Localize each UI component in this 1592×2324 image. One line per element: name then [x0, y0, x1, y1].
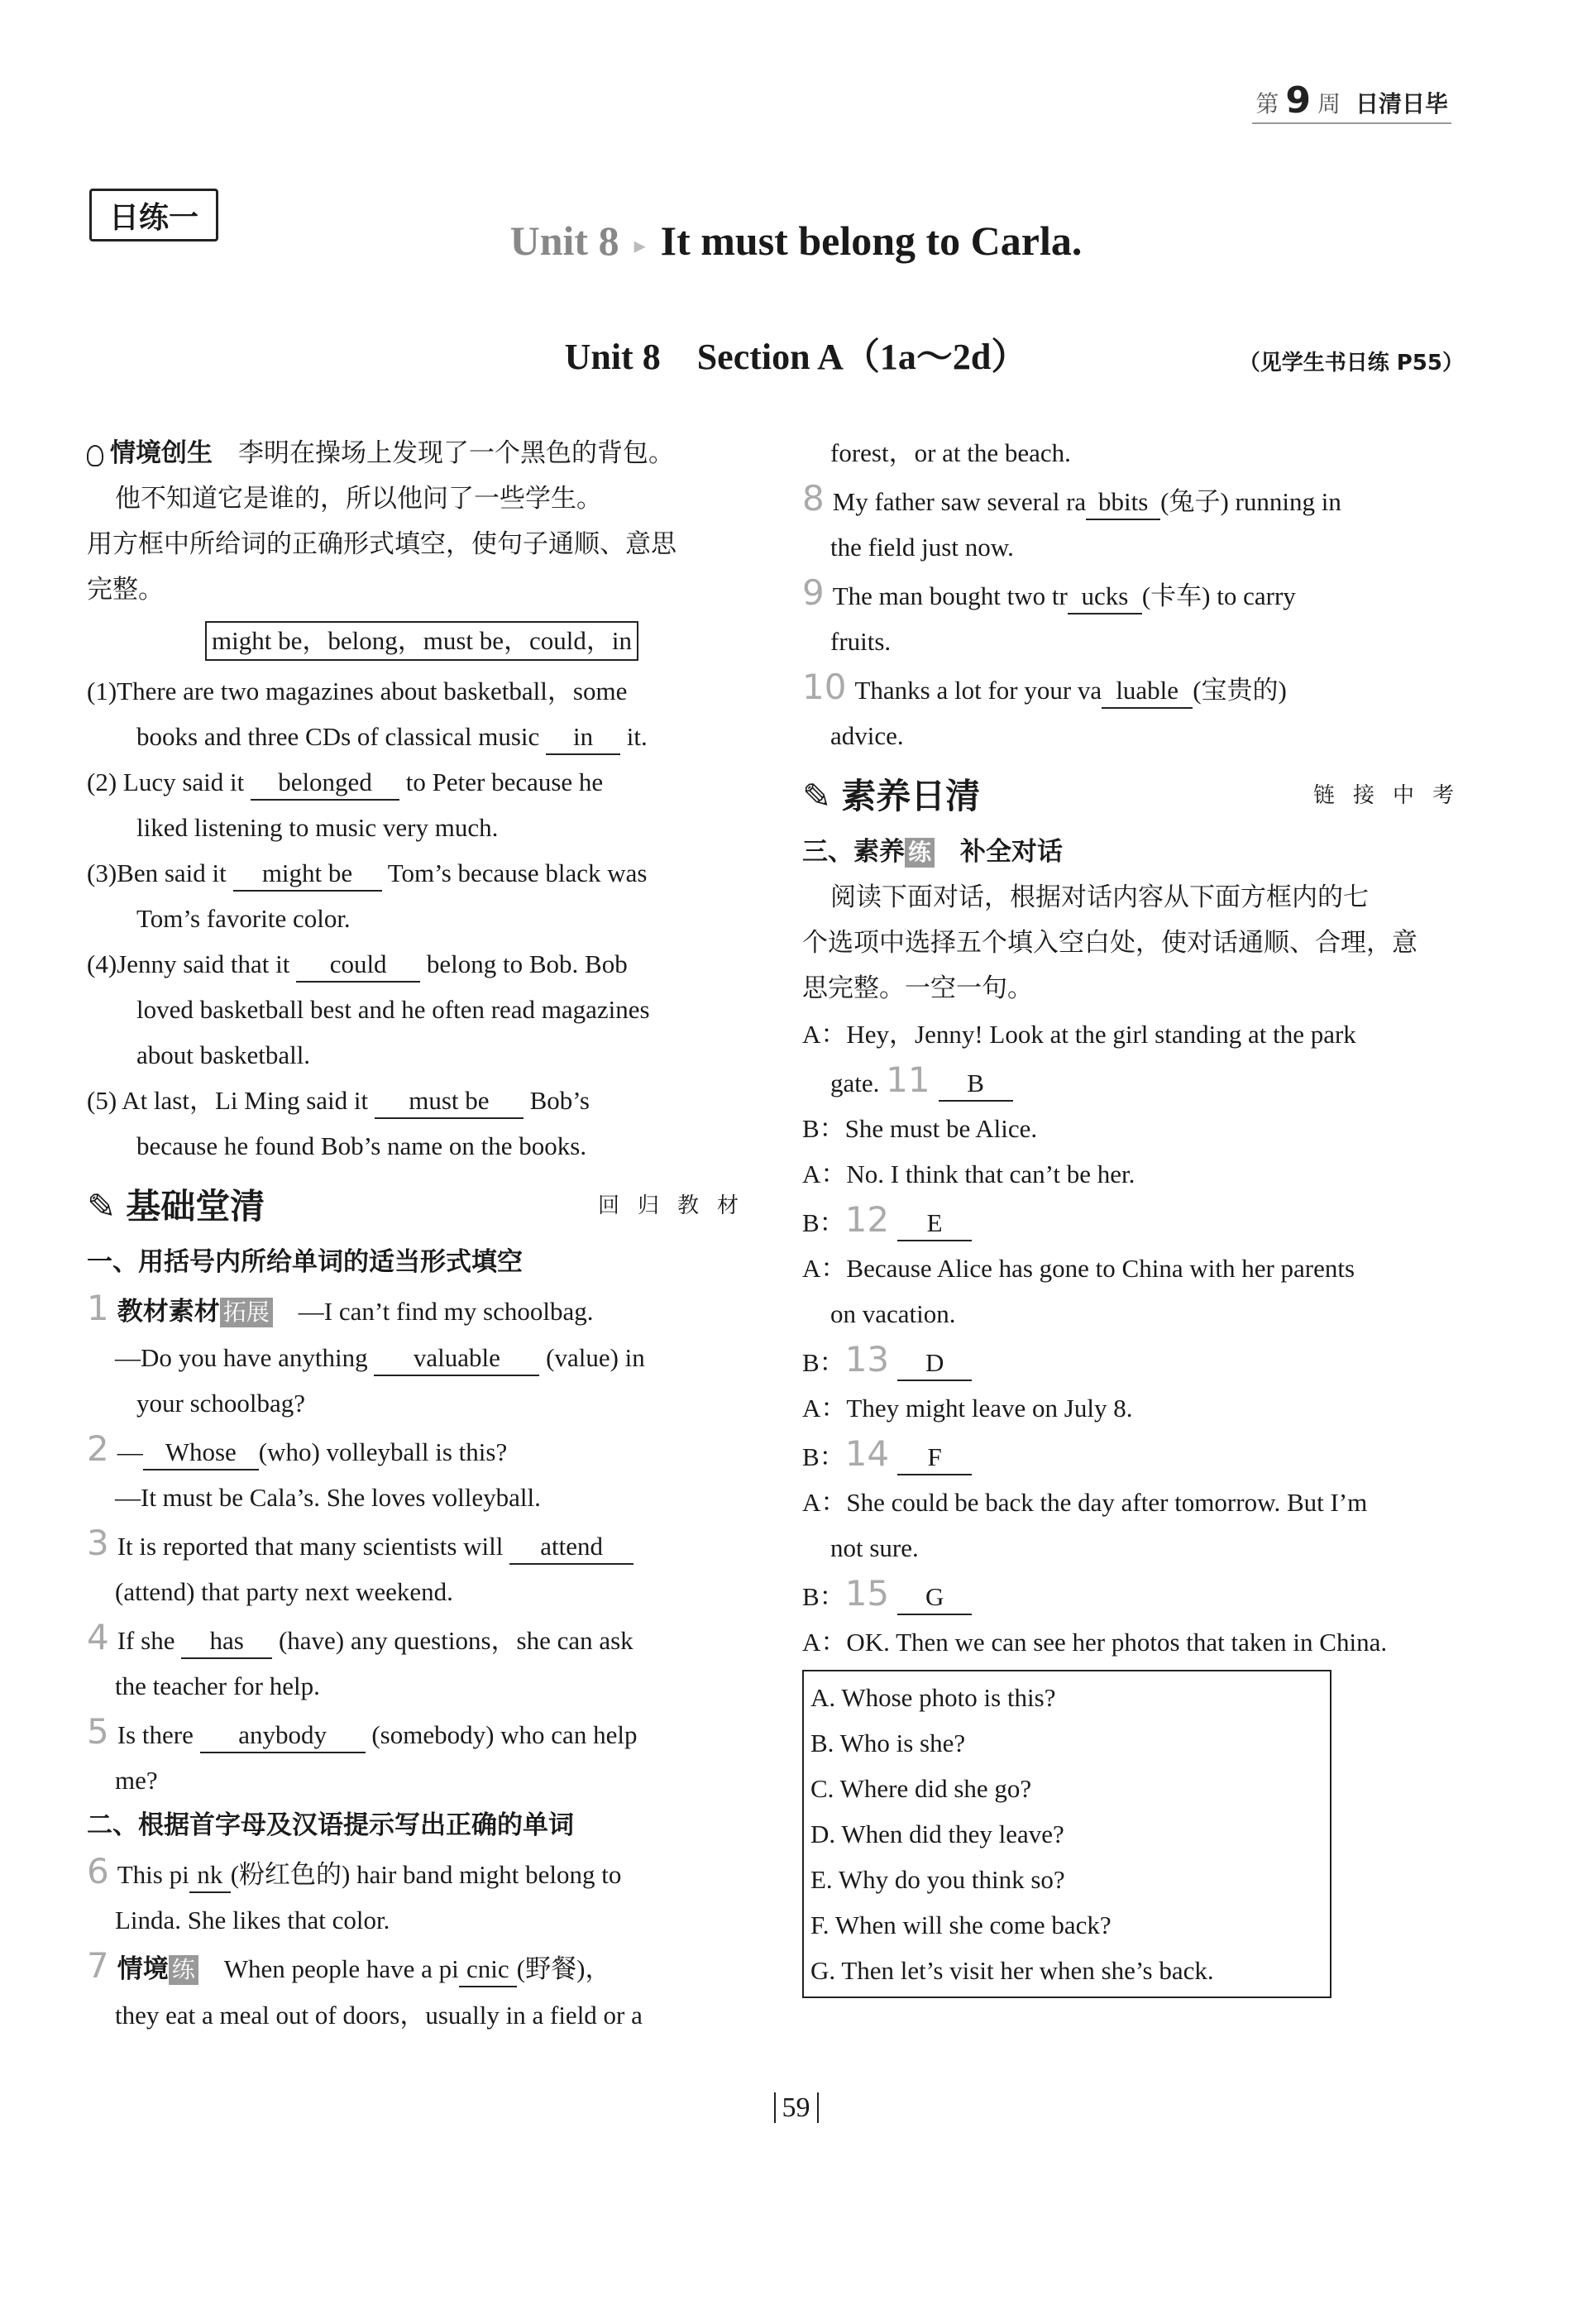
option-item: G. Then let’s visit her when she’s back. — [810, 1956, 1214, 1985]
dialogue-line: B：13 D — [802, 1337, 1472, 1385]
part-heading: 一、用括号内所给单词的适当形式填空 — [87, 1247, 523, 1277]
reference-note: （见学生书日练 P55） — [1238, 351, 1464, 375]
pen-icon: ✎ — [802, 775, 832, 816]
page-title — [0, 217, 1592, 265]
basic-section-title: 基础堂清 — [126, 1185, 265, 1227]
answer-blank: valuable — [374, 1341, 539, 1376]
bulb-icon — [87, 445, 103, 466]
instruction-text: 用方框中所给词的正确形式填空，使句子通顺、意思 — [87, 529, 676, 559]
situation-item-1: (1)There are two magazines about basketball，some — [87, 677, 628, 705]
week-header — [1252, 79, 1451, 124]
answer-blank: nk — [189, 1858, 231, 1893]
chip-label: 练 — [169, 1955, 198, 1985]
instruction-text: 个选项中选择五个填入空白处，使对话通顺、合理，意 — [802, 928, 1418, 958]
chip-label: 练 — [905, 838, 935, 868]
question-7: 7 情境 练 When people have a pi cnic (野餐)， — [87, 1945, 611, 1986]
dialogue-line: on vacation. — [830, 1299, 956, 1328]
situation-item-4: (4)Jenny said that it could belong to Bob. Bob — [87, 941, 757, 987]
answer-blank: attend — [509, 1530, 633, 1565]
answer-blank: has — [181, 1624, 272, 1659]
title-arrow-icon: ▸ — [633, 232, 646, 259]
dialogue-line: B：She must be Alice. — [802, 1114, 1038, 1143]
dialogue-line: gate. 11 B — [802, 1057, 1472, 1106]
answer-blank: G — [897, 1580, 972, 1615]
dialogue-line: A：She could be back the day after tomorrow. But I’m — [802, 1488, 1368, 1517]
left-column: 情境创生 李明在操场上发现了一个黑色的背包。 他不知道它是谁的，所以他问了一些学生。 用方框中所给词的正确形式填空，使句子通顺、意思 完整。 might be，belong，must be，could，in (1)There are two magazines about basketball，some books and three CDs of classical music in it. (2) Lucy said it belonged to Peter because he liked listening to music very much. (3)Ben said it might be Tom’s because black was Tom’s favorite color. (4)Jenny said that it could belong to Bob. Bob loved basketball best and he often read magazines about basketball. (5) At last，Li Ming said it must be Bob’s because he found Bob’s name on the books. ✎ 基础堂清 回归教材 一、用括号内所给单词的适当形式填空 1 教材素材 拓展 —I can’t find my schoolbag. —Do you have anything valuable (value) in your schoolbag? 2 — Whose (who) volleyball is this? —It must be Cala’s. She loves volleyball. 3 It is reported that many scientists will attend (attend) that party next weekend. 4 If she has (have) any questions，she can ask the teacher for help. 5 Is there anybody (somebody) who can help me? 二、根据首字母及汉语提示写出正确的单词 6 This pi nk (粉红色的) hair band might belong to Linda. She likes that color. 7 情境 练 When people have a pi cnic (野餐)， they eat a meal out of doors，usually in a field or a — [87, 438, 757, 2030]
dialogue-line: not sure. — [830, 1533, 919, 1562]
option-item: C. Where did she go? — [810, 1774, 1032, 1803]
basic-section-tag: 回归教材 — [597, 1193, 757, 1218]
answer-blank: E — [897, 1207, 972, 1241]
answer-blank: F — [897, 1441, 972, 1475]
option-item: A. Whose photo is this? — [810, 1683, 1056, 1712]
option-item: E. Why do you think so? — [810, 1865, 1065, 1894]
instruction-text: 完整。 — [87, 575, 164, 605]
title-text: It must belong to Carla. — [660, 218, 1083, 264]
literacy-section-tag: 链接中考 — [1312, 782, 1472, 808]
pen-icon: ✎ — [87, 1185, 117, 1227]
answer-blank: anybody — [200, 1719, 366, 1753]
answer-blank: bbits — [1086, 485, 1160, 520]
answer-blank: Whose — [143, 1436, 259, 1470]
dialogue-line: A：No. I think that can’t be her. — [802, 1160, 1135, 1188]
question-10: 10 Thanks a lot for your va luable (宝贵的) — [802, 667, 1287, 707]
question-6: 6 This pi nk (粉红色的) hair band might belong to — [87, 1851, 622, 1891]
dialogue-line: B：12 E — [802, 1197, 1472, 1246]
answer-blank: belonged — [251, 766, 399, 801]
question-1: 1 教材素材 拓展 —I can’t find my schoolbag. — [87, 1288, 594, 1328]
answer-blank: in — [546, 720, 620, 755]
answer-blank: could — [296, 948, 420, 983]
page-number: 59 — [0, 2092, 1592, 2124]
dialogue-line: B：14 F — [802, 1431, 1472, 1480]
answer-blank: luable — [1102, 674, 1193, 709]
option-item: F. When will she come back? — [810, 1910, 1112, 1939]
dialogue-line: B：15 G — [802, 1571, 1472, 1619]
title-unit: Unit 8 — [509, 218, 619, 264]
dialogue-line: A：OK. Then we can see her photos that taken in China. — [802, 1628, 1388, 1657]
answer-blank: D — [897, 1346, 972, 1381]
answer-blank: B — [939, 1067, 1013, 1102]
answer-blank: might be — [233, 857, 382, 892]
chip-label: 拓展 — [220, 1298, 273, 1327]
week-suffix: 周 — [1317, 90, 1341, 117]
situation-item-3: (3)Ben said it might be Tom’s because black was — [87, 850, 757, 896]
option-item: D. When did they leave? — [810, 1820, 1064, 1848]
instruction-text: 阅读下面对话，根据对话内容从下面方框内的七 — [830, 882, 1369, 912]
answer-blank: cnic — [459, 1953, 517, 1987]
dialogue-line: A：Hey，Jenny! Look at the girl standing at the park — [802, 1020, 1356, 1049]
daily-practice-tag: 日练一 — [89, 189, 218, 241]
question-8: 8 My father saw several ra bbits (兔子) running in — [802, 478, 1341, 519]
week-number: 9 — [1285, 79, 1311, 122]
word-box: might be，belong，must be，could，in — [205, 621, 638, 661]
literacy-section-title: 素养日清 — [841, 775, 981, 816]
section-subtitle: Unit 8 Section A（1a～2d） — [564, 337, 1028, 377]
situation-label: 情境创生 — [110, 438, 213, 468]
situation-text: 李明在操场上发现了一个黑色的背包。 — [238, 438, 674, 468]
question-3: 3 It is reported that many scientists will attend — [87, 1520, 757, 1569]
option-item: B. Who is she? — [810, 1729, 966, 1757]
part-heading: 二、根据首字母及汉语提示写出正确的单词 — [87, 1810, 574, 1840]
dialogue-line: A：They might leave on July 8. — [802, 1394, 1133, 1423]
instruction-text: 思完整。一空一句。 — [802, 973, 1033, 1003]
question-4: 4 If she has (have) any questions，she can ask — [87, 1617, 633, 1657]
question-2: 2 — Whose (who) volleyball is this? — [87, 1428, 508, 1469]
question-5: 5 Is there anybody (somebody) who can help — [87, 1711, 638, 1752]
answer-blank: must be — [375, 1084, 523, 1119]
right-column: forest，or at the beach. 8 My father saw several ra bbits (兔子) running in the field just now. 9 The man bought two tr ucks (卡车) to carry fruits. 10 Thanks a lot for your va luable (宝贵的) advice. ✎ 素养日清 链接中考 三、素养 练 补全对话 阅读下面对话，根据对话内容从下面方框内的七 个选项中选择五个填入空白处，使对话通顺、合理，意 思完整。一空一句。 A：Hey，Jenny! Look at the girl standing at the park gate. 11 B B：She must be Alice. A：No. I think that can’t be her. B：12 E A：Because Alice has gone to China with her parents on vacation. B：13 D A：They might leave on July 8. B：14 F A：She could be back the day after tomorrow. But I’m not sure. B：15 G A：OK. Then we can see her photos that taken in China. A. Whose photo is this? B. Who is she? C. Where did she go? D. When did they leave? E. Why do you think so? F. When will she come back? G. Then let’s visit her when she’s back. — [802, 430, 1472, 1998]
situation-text: 他不知道它是谁的，所以他问了一些学生。 — [115, 484, 602, 514]
week-prefix: 第 — [1255, 90, 1279, 117]
part-heading: 三、素养 练 补全对话 — [802, 837, 1064, 867]
week-tag: 日清日毕 — [1355, 90, 1448, 117]
situation-item-2: (2) Lucy said it belonged to Peter because he — [87, 759, 757, 805]
dialogue-line: A：Because Alice has gone to China with her parents — [802, 1254, 1355, 1283]
question-9: 9 The man bought two tr ucks (卡车) to carry — [802, 572, 1296, 613]
basic-section-header — [87, 1177, 757, 1235]
answer-blank: ucks — [1068, 580, 1142, 614]
options-box — [802, 1670, 1331, 1998]
situation-item-5: (5) At last，Li Ming said it must be Bob’s — [87, 1078, 757, 1123]
literacy-section-header — [802, 767, 1472, 825]
